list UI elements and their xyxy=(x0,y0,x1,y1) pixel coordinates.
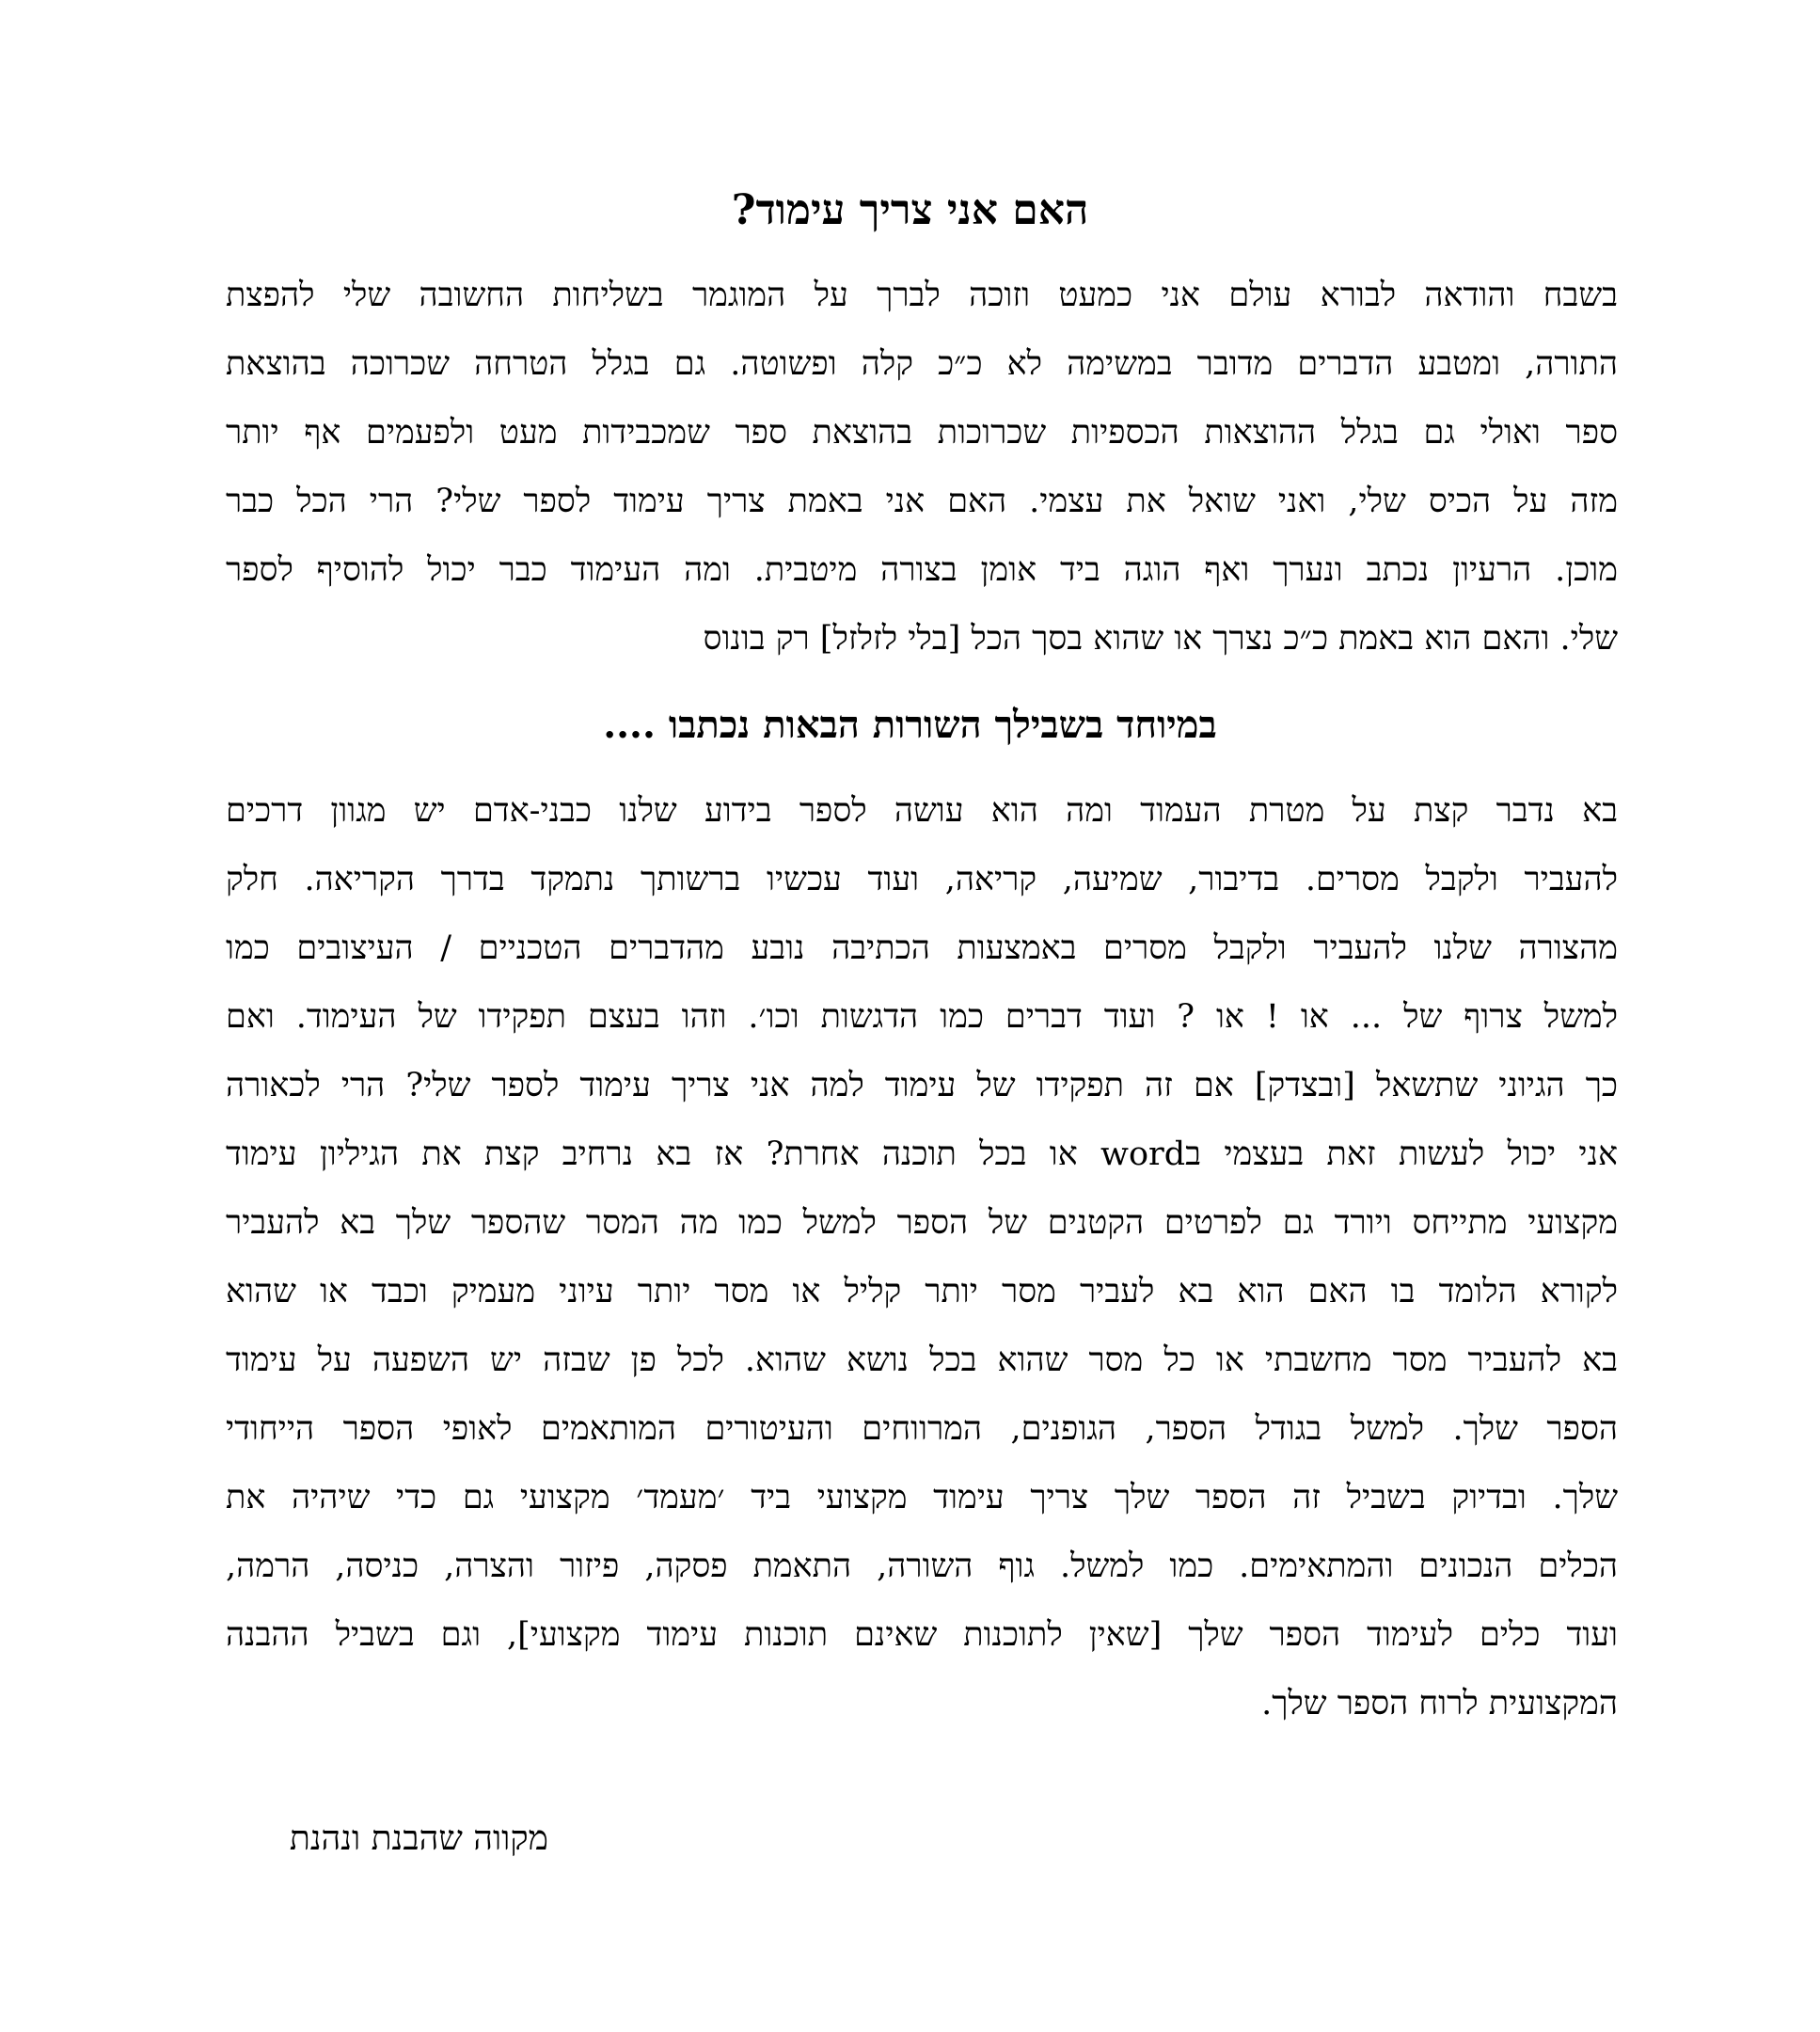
page-title: האם אני צריך עימוד? xyxy=(731,186,1089,234)
body-line: ועוד כלים לעימוד הספר שלך [שאין לתוכנות שאינם תוכנות עימוד מקצועי], וגם בשביל ההבנה xyxy=(226,1616,1618,1654)
body-line: בא נדבר קצת על מטרת העמוד ומה הוא עושה לספר בידוע שלנו כבני-אדם יש מגוון דרכים xyxy=(226,792,1618,830)
body-line: למשל צרוף של ... או ! או ? ועוד דברים כמו הדגשות וכו׳. וזהו בעצם תפקידו של העימוד. ואם xyxy=(226,998,1618,1036)
intro-line: מוכן. הרעיון נכתב ונערך ואף הוגה ביד אומן בצורה מיטבית. ומה העימוד כבר יכול להוסיף לספר xyxy=(226,551,1618,589)
intro-line: מזה על הכיס שלי, ואני שואל את עצמי. האם אני באמת צריך עימוד לספר שלי? הרי הכל כבר xyxy=(226,483,1618,520)
body-line: הספר שלך. למשל בגודל הספר, הגופנים, המרווחים והעיטורים המותאמים לאופי הספר הייחודי xyxy=(226,1410,1618,1448)
body-paragraph xyxy=(226,777,1618,1738)
intro-paragraph xyxy=(226,262,1618,674)
body-line: לקורא הלומד בו האם הוא בא לעביר מסר יותר קליל או מסר יותר עיוני מעמיק וכבד או שהוא xyxy=(226,1273,1618,1310)
body-line: הכלים הנכונים והמתאימים. כמו למשל. גוף השורה, התאמת פסקה, פיזור והצרה, כניסה, הרמה, xyxy=(226,1548,1618,1585)
intro-line: ספר ואולי גם בגלל ההוצאות הכספיות שכרוכות בהוצאת ספר שמכבידות מעט ולפעמים אף יותר xyxy=(226,414,1618,452)
body-line: שלך. ובדיוק בשביל זה הספר שלך צריך עימוד מקצועי ביד ׳מעמד׳ מקצועי גם כדי שיהיה את xyxy=(226,1479,1618,1516)
intro-line: בשבח והודאה לבורא עולם אני כמעט וזוכה לברך על המוגמר בשליחות החשובה שלי להפצת xyxy=(226,277,1618,314)
section-subtitle: במיוחד בשבילך השורות הבאות נכתבו .... xyxy=(603,703,1217,747)
body-line: להעביר ולקבל מסרים. בדיבור, שמיעה, קריאה, ועוד עכשיו ברשותך נתמקד בדרך הקריאה. חלק xyxy=(226,861,1618,898)
body-line: בא להעביר מסר מחשבתי או כל מסר שהוא בכל נושא שהוא. לכל פן שבזה יש השפעה על עימוד xyxy=(226,1341,1618,1379)
body-line: המקצועית לרוח הספר שלך. xyxy=(1261,1685,1618,1722)
body-line: מקצועי מתייחס ויורד גם לפרטים הקטנים של הספר למשל כמו מה המסר שהספר שלך בא להעביר xyxy=(226,1204,1618,1242)
intro-line: התורה, ומטבע הדברים מדובר במשימה לא כ״כ קלה ופשוטה. גם בגלל הטרחה שכרוכה בהוצאת xyxy=(226,345,1618,383)
body-line: מהצורה שלנו להעביר ולקבל מסרים באמצעות הכתיבה נובע מהדברים הטכניים / העיצובים כמו xyxy=(226,929,1618,967)
body-line: אני יכול לעשות זאת בעצמי בword או בכל תוכנה אחרת? אז בא נרחיב קצת את הגיליון עימוד xyxy=(226,1135,1618,1173)
intro-line: שלי. והאם הוא באמת כ״כ נצרך או שהוא בסך הכל [בלי לזלזל] רק בונוס xyxy=(703,620,1618,658)
body-line: כך הגיוני שתשאל [ובצדק] אם זה תפקידו של עימוד למה אני צריך עימוד לספר שלי? הרי לכאורה xyxy=(226,1067,1618,1104)
signoff-text: מקווה שהבנת ונהנת xyxy=(289,1819,548,1858)
